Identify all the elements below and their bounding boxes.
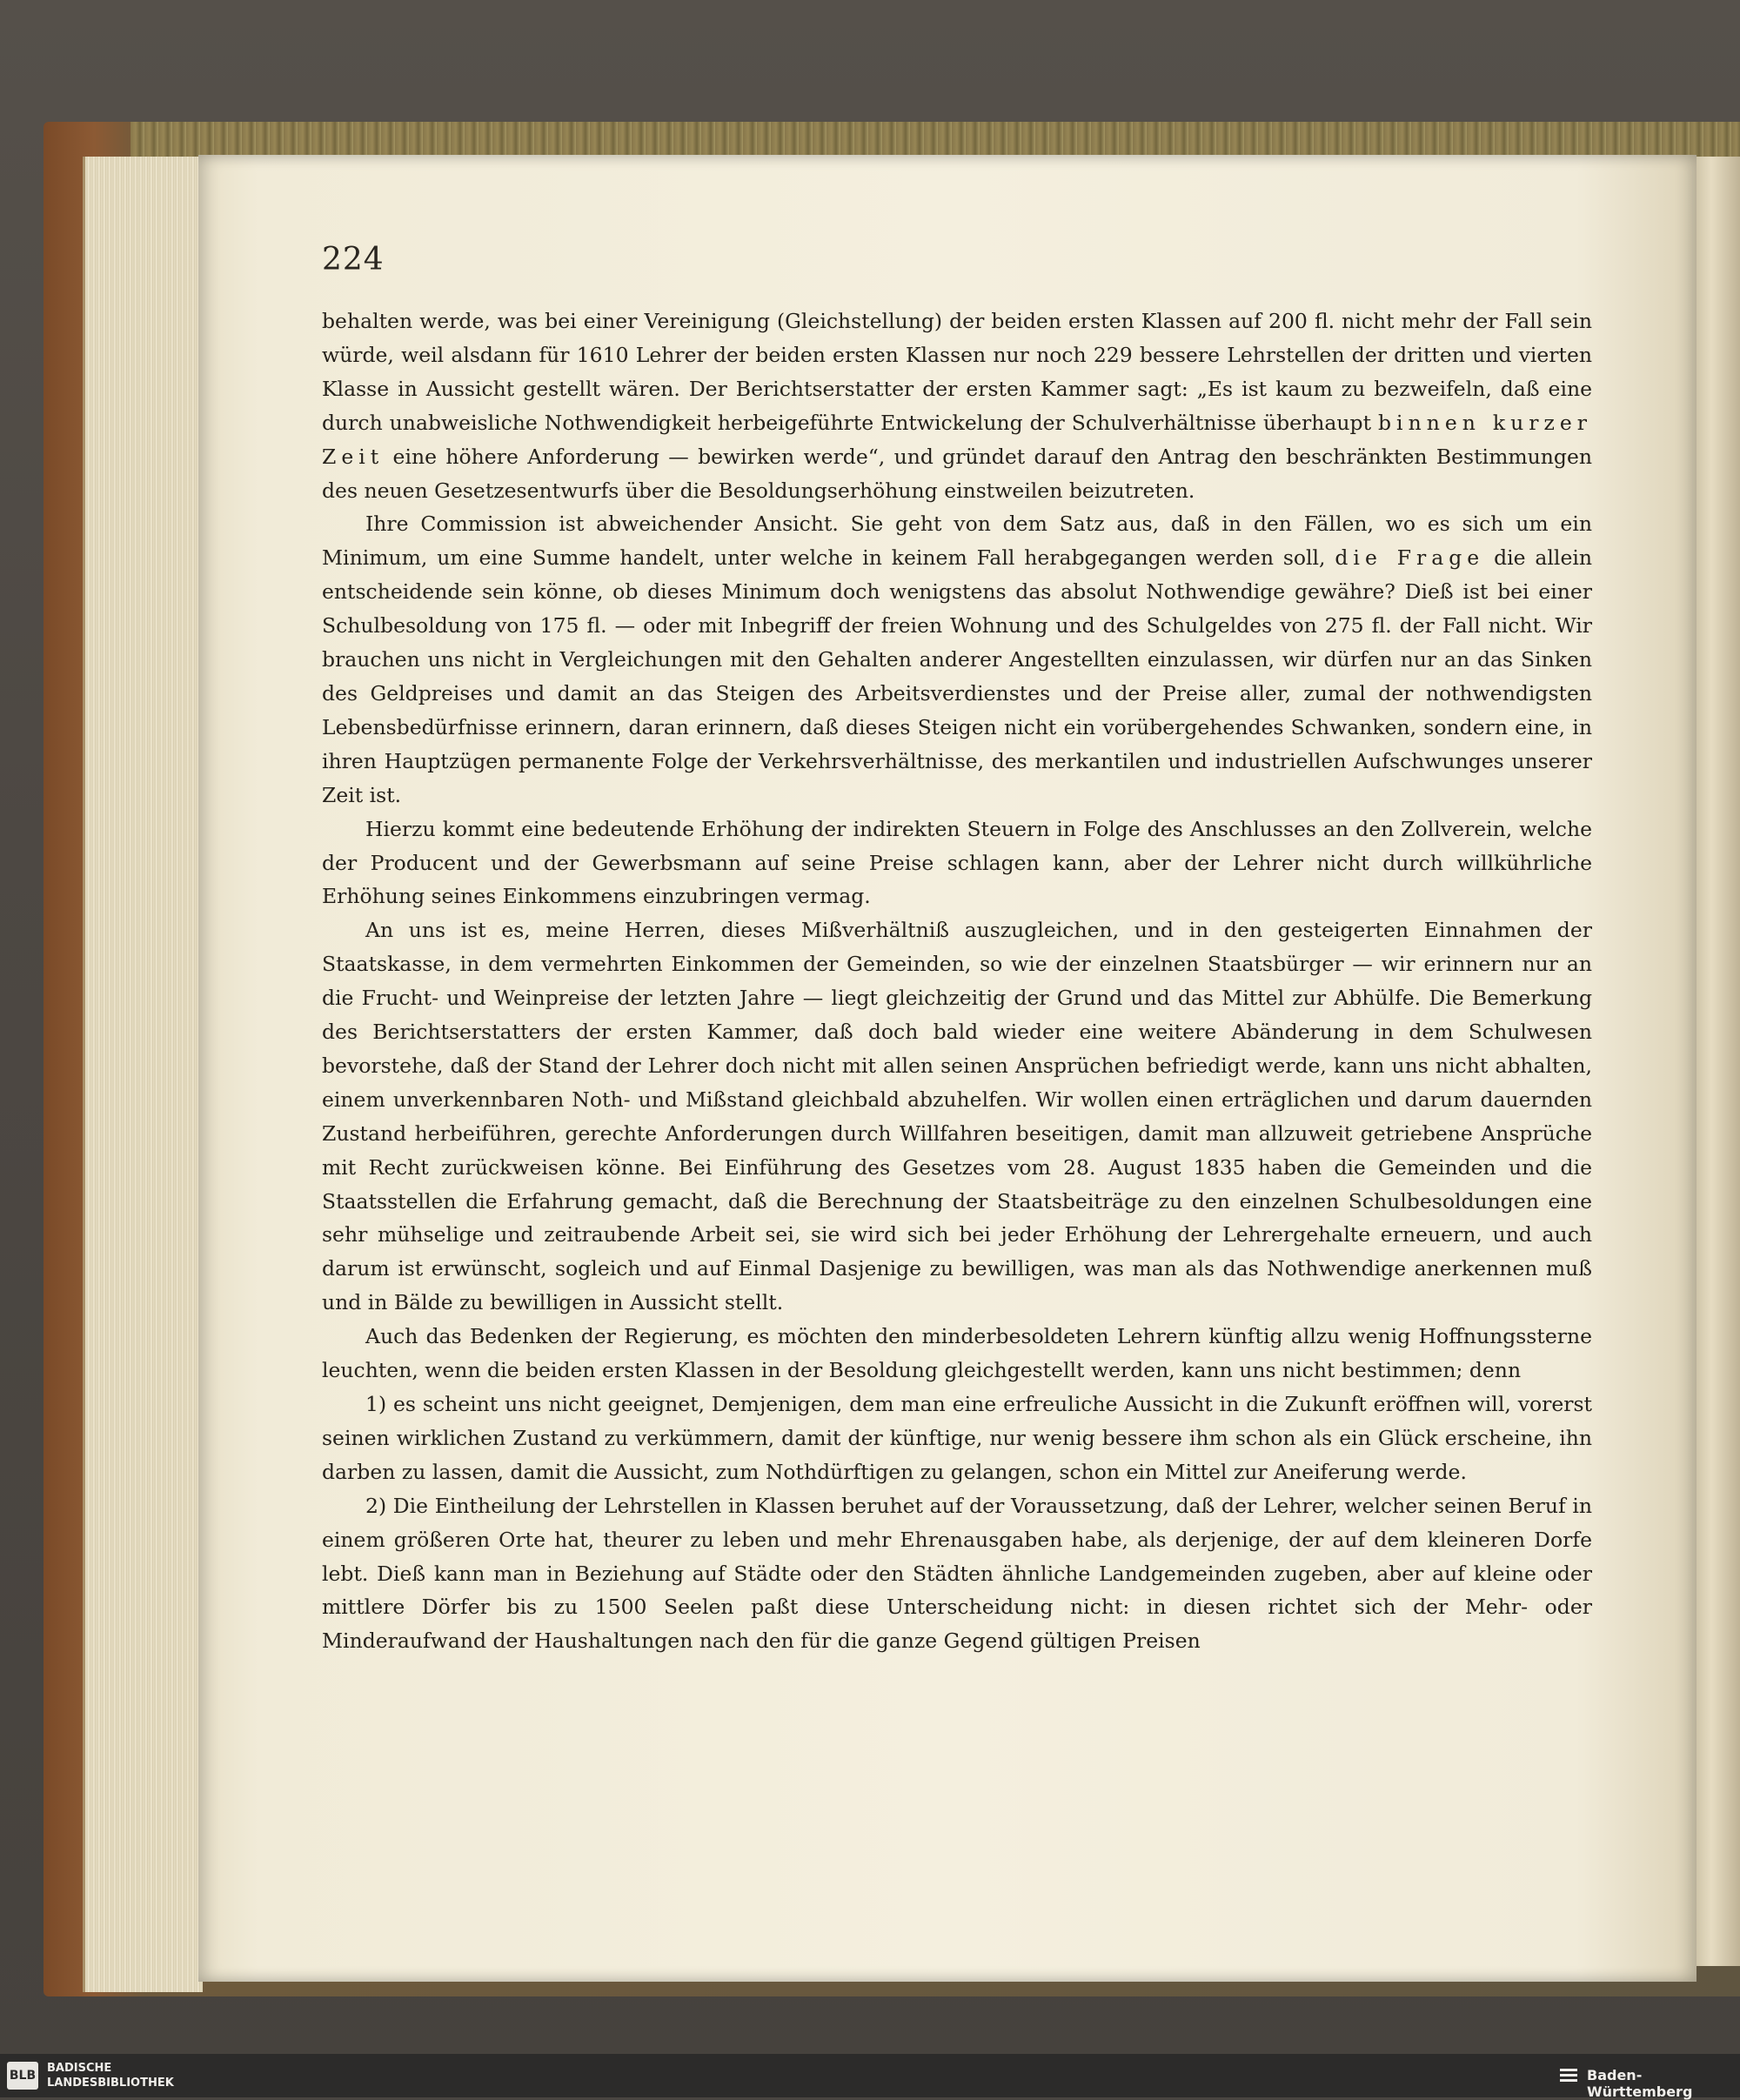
text-segment: die allein entscheidende sein könne, ob dieses Minimum doch wenigstens das absolut Nothwendige gewähre? Dieß ist bei einer Schulbesoldung von 175 fl. — oder mit Inbegriff der freien Wohnung und des Schulgeldes von 275 fl. der Fall nicht. Wir brauchen uns nicht in Vergleichungen mit den Gehalten anderer Angestellten einzulassen, wir dürfen nur an das Sinken des Geldpreises und damit an das Steigen des Arbeitsverdienstes und der Preise aller, zumal der nothwendigsten Lebensbedürfnisse erinnern, daran erinnern, daß dieses Steigen nicht ein vorübergehendes Schwanken, sondern eine, in ihren Hauptzügen permanente Folge der Verkehrsverhältnisse, des merkantilen und industriellen Aufschwunges unserer Zeit ist. [322,545,1592,807]
blb-name-line1: BADISCHE [47,2062,112,2075]
right-page-edge [1692,157,1740,1966]
text-segment: Ihre Commission ist abweichender Ansicht. Sie geht von dem Satz aus, daß in den Fällen, wo es sich um ein Minimum, um eine Summe handelt, unter welche in keinem Fall herabgegangen werden soll, [322,512,1592,571]
text-segment: Auch das Bedenken der Regierung, es möchten den minderbesoldeten Lehrern künftig allzu wenig Hoffnungssterne leuchten, wenn die beiden ersten Klassen in der Besoldung gleichgestellt werden, kann uns nicht bestimmen; denn [322,1324,1592,1383]
book-top-edge [130,122,1740,157]
text-segment: 2) Die Eintheilung der Lehrstellen in Klassen beruhet auf der Voraussetzung, daß der Lehrer, welcher seinen Beruf in einem größeren Orte hat, theurer zu leben und mehr Ehrenausgaben habe, als derjenige, der auf dem kleineren Dorfe lebt. Dieß kann man in Beziehung auf Städte oder den Städten ähnliche Landgemeinden zugeben, aber auf kleine oder mittlere Dörfer bis zu 1500 Seelen paßt diese Unterscheidung nicht: in diesen richtet sich der Mehr- oder Minderaufwand der Haushaltungen nach den für die ganze Gegend gültigen Preisen [322,1493,1592,1654]
paragraph [322,913,1592,1320]
text-segment: An uns ist es, meine Herren, dieses Mißverhältniß auszugleichen, und in den gesteigerten Einnahmen der Staatskasse, in dem vermehrten Einkommen der Gemeinden, so wie der einzelnen Staatsbürger — wir erinnern nur an die Frucht- und Weinpreise der letzten Jahre — liegt gleichzeitig der Grund und das Mittel zur Abhülfe. Die Bemerkung des Berichtserstatters der ersten Kammer, daß doch bald wieder eine weitere Abänderung in dem Schulwesen bevorstehe, daß der Stand der Lehrer doch nicht mit allen seinen Ansprüchen befriedigt werde, kann uns nicht abhalten, einem unverkennbaren Noth- und Mißstand gleichbald abzuhelfen. Wir wollen einen erträglichen und darum dauernden Zustand herbeiführen, gerechte Anforderungen durch Willfahren beseitigen, damit man allzuweit getriebene Ansprüche mit Recht zurückweisen könne. Bei Einführung des Gesetzes vom 28. August 1835 haben die Gemeinden und die Staatsstellen die Erfahrung gemacht, daß die Berechnung der Staatsbeiträge zu den einzelnen Schulbesoldungen eine sehr mühselige und zeitraubende Arbeit sei, sie wird sich bei jeder Erhöhung der Lehrergehalte erneuern, und auch darum ist erwünscht, sogleich und auf Einmal Dasjenige zu bewilligen, was man als das Nothwendige anerkennen muß und in Bälde zu bewilligen in Aussicht stellt. [322,918,1592,1315]
page-text [322,304,1592,1783]
baden-wuerttemberg-lions-icon [1557,2064,1580,2087]
paragraph [322,1320,1592,1388]
baden-wuerttemberg-label[interactable]: Baden-Württemberg [1587,2067,1693,2100]
paragraph [322,1388,1592,1489]
spaced-emphasis: binnen kurzer Zeit [322,410,1592,469]
text-segment: eine höhere Anforderung — bewirken werde“, und gründet darauf den Antrag den beschränkten Bestimmungen des neuen Gesetzesentwurfs über die Besoldungserhöhung einstweilen beizutreten. [322,444,1592,503]
paragraph [322,813,1592,914]
text-segment: Hierzu kommt eine bedeutende Erhöhung der indirekten Steuern in Folge des Anschlusses an den Zollverein, welche der Producent und der Gewerbsmann auf seine Preise schlagen kann, aber der Lehrer nicht durch willkührliche Erhöhung seines Einkommens einzubringen vermag. [322,816,1592,909]
paragraph [322,1489,1592,1659]
footer-bar [0,2054,1740,2100]
spaced-emphasis: die Frage [1335,545,1485,571]
blb-name-line2: LANDESBIBLIOTHEK [47,2077,174,2090]
page-number: 224 [322,242,385,278]
blb-name [47,2061,174,2090]
paragraph [322,507,1592,812]
page-block-edges [83,157,203,1992]
paragraph [322,304,1592,507]
text-segment: 1) es scheint uns nicht geeignet, Demjenigen, dem man eine erfreuliche Aussicht in die Zukunft eröffnen will, vorerst seinen wirklichen Zustand zu verkümmern, damit der künftige, nur wenig bessere ihm schon als ein Glück erscheine, ihn darben zu lassen, damit die Aussicht, zum Nothdürftigen zu gelangen, schon ein Mittel zur Aneiferung werde. [322,1392,1592,1484]
blb-logo[interactable]: BLB [7,2062,38,2090]
text-segment: behalten werde, was bei einer Vereinigung (Gleichstellung) der beiden ersten Klassen auf 200 fl. nicht mehr der Fall sein würde, weil alsdann für 1610 Lehrer der beiden ersten Klassen nur noch 229 bessere Lehrstellen der dritten und vierten Klasse in Aussicht gestellt wären. Der Berichtserstatter der ersten Kammer sagt: „Es ist kaum zu bezweifeln, daß eine durch unabweisliche Nothwendigkeit herbeigeführte Entwickelung der Schulverhältnisse überhaupt [322,309,1592,435]
